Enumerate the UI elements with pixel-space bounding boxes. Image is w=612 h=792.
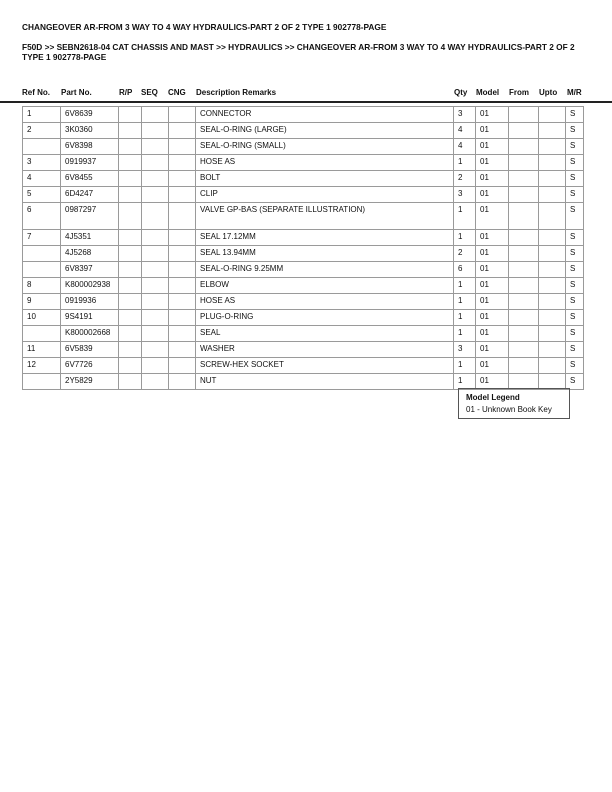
seq-cell: [142, 123, 169, 139]
cng-cell: [169, 107, 196, 123]
qty-cell: 1: [454, 278, 476, 294]
header-qty: Qty: [454, 88, 468, 97]
model-cell: 01: [476, 246, 509, 262]
model-cell: 01: [476, 358, 509, 374]
table-row: [23, 139, 584, 155]
header-part-no: Part No.: [61, 88, 92, 97]
ref-no-cell: 2: [23, 123, 61, 139]
ref-no-cell: [23, 326, 61, 342]
from-cell: [509, 262, 539, 278]
table-row: [23, 294, 584, 310]
mr-cell: S: [566, 107, 584, 123]
qty-cell: 1: [454, 326, 476, 342]
upto-cell: [539, 203, 566, 230]
rp-cell: [119, 139, 142, 155]
upto-cell: [539, 246, 566, 262]
model-cell: 01: [476, 203, 509, 230]
part-no-cell: 6V8639: [61, 107, 119, 123]
model-cell: 01: [476, 342, 509, 358]
upto-cell: [539, 107, 566, 123]
rp-cell: [119, 187, 142, 203]
rp-cell: [119, 203, 142, 230]
cng-cell: [169, 187, 196, 203]
header-divider: [0, 101, 612, 103]
mr-cell: S: [566, 342, 584, 358]
rp-cell: [119, 262, 142, 278]
ref-no-cell: 4: [23, 171, 61, 187]
qty-cell: 2: [454, 246, 476, 262]
model-cell: 01: [476, 155, 509, 171]
model-cell: 01: [476, 230, 509, 246]
cng-cell: [169, 246, 196, 262]
rp-cell: [119, 326, 142, 342]
upto-cell: [539, 155, 566, 171]
model-cell: 01: [476, 374, 509, 390]
header-ref-no: Ref No.: [22, 88, 50, 97]
qty-cell: 3: [454, 342, 476, 358]
ref-no-cell: [23, 139, 61, 155]
part-no-cell: 6V7726: [61, 358, 119, 374]
qty-cell: 1: [454, 203, 476, 230]
part-no-cell: 0919937: [61, 155, 119, 171]
legend-entry: 01 - Unknown Book Key: [466, 405, 552, 414]
model-cell: 01: [476, 310, 509, 326]
mr-cell: S: [566, 374, 584, 390]
mr-cell: S: [566, 139, 584, 155]
mr-cell: S: [566, 278, 584, 294]
part-no-cell: K800002668: [61, 326, 119, 342]
rp-cell: [119, 155, 142, 171]
seq-cell: [142, 155, 169, 171]
cng-cell: [169, 294, 196, 310]
cng-cell: [169, 374, 196, 390]
model-cell: 01: [476, 187, 509, 203]
seq-cell: [142, 107, 169, 123]
qty-cell: 1: [454, 358, 476, 374]
qty-cell: 4: [454, 139, 476, 155]
mr-cell: S: [566, 187, 584, 203]
ref-no-cell: 12: [23, 358, 61, 374]
table-row: [23, 187, 584, 203]
rp-cell: [119, 171, 142, 187]
upto-cell: [539, 230, 566, 246]
ref-no-cell: [23, 374, 61, 390]
qty-cell: 3: [454, 187, 476, 203]
table-row: [23, 326, 584, 342]
qty-cell: 3: [454, 107, 476, 123]
cng-cell: [169, 139, 196, 155]
seq-cell: [142, 358, 169, 374]
qty-cell: 1: [454, 230, 476, 246]
cng-cell: [169, 203, 196, 230]
model-cell: 01: [476, 171, 509, 187]
upto-cell: [539, 123, 566, 139]
part-no-cell: 0987297: [61, 203, 119, 230]
seq-cell: [142, 187, 169, 203]
rp-cell: [119, 342, 142, 358]
from-cell: [509, 246, 539, 262]
cng-cell: [169, 230, 196, 246]
mr-cell: S: [566, 246, 584, 262]
from-cell: [509, 326, 539, 342]
from-cell: [509, 187, 539, 203]
seq-cell: [142, 246, 169, 262]
description-cell: CONNECTOR: [196, 107, 454, 123]
table-row: [23, 358, 584, 374]
qty-cell: 2: [454, 171, 476, 187]
upto-cell: [539, 262, 566, 278]
mr-cell: S: [566, 326, 584, 342]
description-cell: SEAL 17.12MM: [196, 230, 454, 246]
qty-cell: 1: [454, 294, 476, 310]
mr-cell: S: [566, 294, 584, 310]
qty-cell: 1: [454, 155, 476, 171]
table-row: [23, 310, 584, 326]
from-cell: [509, 294, 539, 310]
breadcrumb: F50D >> SEBN2618-04 CAT CHASSIS AND MAST >> HYDRAULICS >> CHANGEOVER AR-FROM 3 WAY TO 4 WAY HYDRAULICS-PART 2 OF 2 TYPE 1 902778-PAGE: [22, 42, 575, 62]
cng-cell: [169, 342, 196, 358]
from-cell: [509, 203, 539, 230]
model-cell: 01: [476, 294, 509, 310]
upto-cell: [539, 294, 566, 310]
table-row: [23, 262, 584, 278]
from-cell: [509, 230, 539, 246]
part-no-cell: 4J5268: [61, 246, 119, 262]
cng-cell: [169, 326, 196, 342]
part-no-cell: 3K0360: [61, 123, 119, 139]
header-from: From: [509, 88, 529, 97]
rp-cell: [119, 358, 142, 374]
rp-cell: [119, 310, 142, 326]
ref-no-cell: 5: [23, 187, 61, 203]
seq-cell: [142, 262, 169, 278]
rp-cell: [119, 123, 142, 139]
ref-no-cell: 1: [23, 107, 61, 123]
qty-cell: 1: [454, 374, 476, 390]
description-cell: SEAL: [196, 326, 454, 342]
description-cell: ELBOW: [196, 278, 454, 294]
cng-cell: [169, 123, 196, 139]
mr-cell: S: [566, 155, 584, 171]
seq-cell: [142, 139, 169, 155]
table-row: [23, 171, 584, 187]
model-cell: 01: [476, 278, 509, 294]
model-cell: 01: [476, 107, 509, 123]
from-cell: [509, 310, 539, 326]
model-cell: 01: [476, 123, 509, 139]
upto-cell: [539, 187, 566, 203]
part-no-cell: 0919936: [61, 294, 119, 310]
mr-cell: S: [566, 123, 584, 139]
legend-title: Model Legend: [466, 393, 520, 402]
cng-cell: [169, 171, 196, 187]
upto-cell: [539, 358, 566, 374]
ref-no-cell: 9: [23, 294, 61, 310]
model-cell: 01: [476, 262, 509, 278]
cng-cell: [169, 358, 196, 374]
description-cell: HOSE AS: [196, 294, 454, 310]
ref-no-cell: [23, 246, 61, 262]
ref-no-cell: 3: [23, 155, 61, 171]
seq-cell: [142, 278, 169, 294]
mr-cell: S: [566, 230, 584, 246]
mr-cell: S: [566, 262, 584, 278]
part-no-cell: K800002938: [61, 278, 119, 294]
parts-table: [22, 106, 584, 390]
cng-cell: [169, 310, 196, 326]
seq-cell: [142, 326, 169, 342]
seq-cell: [142, 342, 169, 358]
seq-cell: [142, 203, 169, 230]
ref-no-cell: 8: [23, 278, 61, 294]
seq-cell: [142, 230, 169, 246]
upto-cell: [539, 139, 566, 155]
rp-cell: [119, 246, 142, 262]
table-row: [23, 123, 584, 139]
ref-no-cell: 7: [23, 230, 61, 246]
model-legend: [458, 388, 570, 419]
seq-cell: [142, 294, 169, 310]
rp-cell: [119, 374, 142, 390]
header-mr: M/R: [567, 88, 582, 97]
description-cell: SEAL-O-RING (LARGE): [196, 123, 454, 139]
rp-cell: [119, 278, 142, 294]
qty-cell: 6: [454, 262, 476, 278]
ref-no-cell: 6: [23, 203, 61, 230]
cng-cell: [169, 262, 196, 278]
part-no-cell: 6V8397: [61, 262, 119, 278]
description-cell: CLIP: [196, 187, 454, 203]
mr-cell: S: [566, 171, 584, 187]
cng-cell: [169, 278, 196, 294]
model-cell: 01: [476, 139, 509, 155]
ref-no-cell: [23, 262, 61, 278]
part-no-cell: 6D4247: [61, 187, 119, 203]
page-title: CHANGEOVER AR-FROM 3 WAY TO 4 WAY HYDRAULICS-PART 2 OF 2 TYPE 1 902778-PAGE: [22, 22, 387, 32]
description-cell: SEAL-O-RING 9.25MM: [196, 262, 454, 278]
header-model: Model: [476, 88, 500, 97]
table-row: [23, 230, 584, 246]
table-row: [23, 155, 584, 171]
rp-cell: [119, 107, 142, 123]
upto-cell: [539, 278, 566, 294]
from-cell: [509, 358, 539, 374]
header-description: Description Remarks: [196, 88, 277, 97]
part-no-cell: 2Y5829: [61, 374, 119, 390]
part-no-cell: 4J5351: [61, 230, 119, 246]
from-cell: [509, 139, 539, 155]
description-cell: SCREW-HEX SOCKET: [196, 358, 454, 374]
mr-cell: S: [566, 310, 584, 326]
rp-cell: [119, 294, 142, 310]
description-cell: SEAL 13.94MM: [196, 246, 454, 262]
table-row: [23, 107, 584, 123]
mr-cell: S: [566, 203, 584, 230]
qty-cell: 4: [454, 123, 476, 139]
model-cell: 01: [476, 326, 509, 342]
seq-cell: [142, 374, 169, 390]
part-no-cell: 9S4191: [61, 310, 119, 326]
table-row: [23, 203, 584, 230]
description-cell: BOLT: [196, 171, 454, 187]
description-cell: PLUG-O-RING: [196, 310, 454, 326]
rp-cell: [119, 230, 142, 246]
header-seq: SEQ: [141, 88, 158, 97]
from-cell: [509, 278, 539, 294]
upto-cell: [539, 342, 566, 358]
table-row: [23, 246, 584, 262]
description-cell: SEAL-O-RING (SMALL): [196, 139, 454, 155]
from-cell: [509, 342, 539, 358]
header-upto: Upto: [539, 88, 558, 97]
from-cell: [509, 155, 539, 171]
description-cell: VALVE GP-BAS (SEPARATE ILLUSTRATION): [196, 203, 454, 230]
upto-cell: [539, 171, 566, 187]
part-no-cell: 6V5839: [61, 342, 119, 358]
description-cell: NUT: [196, 374, 454, 390]
mr-cell: S: [566, 358, 584, 374]
header-cng: CNG: [168, 88, 186, 97]
from-cell: [509, 123, 539, 139]
description-cell: WASHER: [196, 342, 454, 358]
part-no-cell: 6V8398: [61, 139, 119, 155]
table-header: [22, 88, 592, 100]
from-cell: [509, 171, 539, 187]
part-no-cell: 6V8455: [61, 171, 119, 187]
upto-cell: [539, 310, 566, 326]
description-cell: HOSE AS: [196, 155, 454, 171]
cng-cell: [169, 155, 196, 171]
ref-no-cell: 11: [23, 342, 61, 358]
table-row: [23, 342, 584, 358]
seq-cell: [142, 171, 169, 187]
qty-cell: 1: [454, 310, 476, 326]
header-rp: R/P: [119, 88, 133, 97]
seq-cell: [142, 310, 169, 326]
ref-no-cell: 10: [23, 310, 61, 326]
from-cell: [509, 107, 539, 123]
table-row: [23, 278, 584, 294]
upto-cell: [539, 326, 566, 342]
